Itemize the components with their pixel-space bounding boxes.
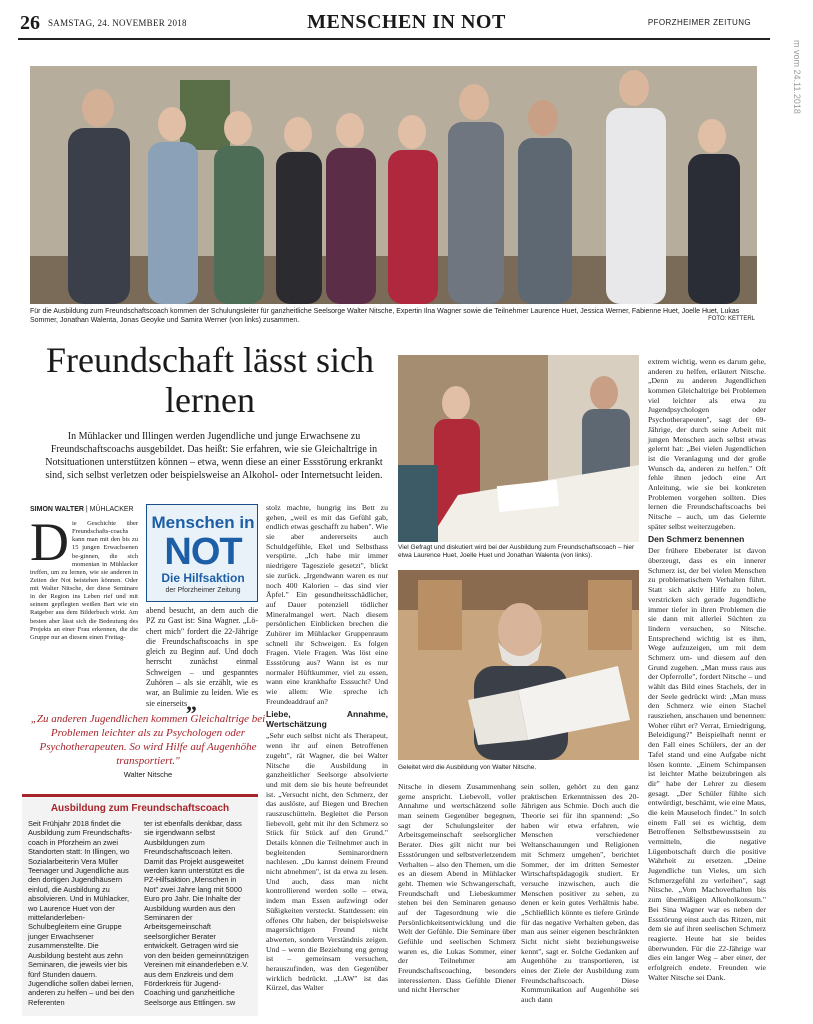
article-text: abend besucht, an dem auch die PZ zu Gast ist: Sina Wagner. „Lö-chert mich" fordert die 22-Jährige die Freundschaftscoachs in spe gleich zu Beginn auf. Und doch herrscht zunächst einmal Schweigen – und gespanntes Zuhören – als sie erzählt, wie es war, an Bulimie zu leiden. Wie es sie einerseits xyxy=(146,606,258,708)
article-column-1 xyxy=(30,512,138,644)
aid-campaign-logo xyxy=(146,504,258,602)
subheading: Liebe, Annahme, Wertschätzung xyxy=(266,709,388,730)
header-rule xyxy=(18,38,770,40)
article-column-6 xyxy=(648,357,766,984)
pull-quote: „Zu anderen Jugendlichen kommen Gleichaltrige bei Problemen leichter als zu Psychologen oder Psychotherapeuten. So wird Hilfe auf Augenhöhe transportiert." xyxy=(30,713,266,767)
drop-cap: D xyxy=(30,512,69,572)
issue-date: SAMSTAG, 24. NOVEMBER 2018 xyxy=(48,18,187,28)
photo-credit: FOTO: KETTERL xyxy=(708,316,755,322)
info-box-title: Ausbildung zum Freundschaftscoach xyxy=(50,803,230,814)
logo-line-4: der Pforzheimer Zeitung xyxy=(165,587,241,594)
quote-author: Walter Nitsche xyxy=(123,770,173,779)
logo-line-3: Die Hilfsaktion xyxy=(161,571,245,585)
info-box-column-2: ter ist ebenfalls denkbar, dass sie irgendwann selbst Ausbildungen zum Freundschaftscoach leiten. Damit das Projekt ausgeweitet werden kann unterstützt es die PZ-Hilfsaktion „Menschen in Not" zwei Jahre lang mit 5000 Euro pro Jahr. Die Inhalte der Ausbildung wurden aus den Seminaren der Arbeitsgemeinschaft seelsorglicher Berater entwickelt. Getragen wird sie von den beiden gemeinnützigen Vereinen mit einanderleben e.V. aus dem Enzkreis und dem Förderkreis für Jugend-Coaching und ganzheitliche Seelsorge aus Ettlingen. sw xyxy=(144,819,249,1007)
group-photo xyxy=(30,66,757,304)
quote-mark-icon: „ xyxy=(186,690,197,715)
group-photo-caption: Für die Ausbildung zum Freundschaftscoach kommen der Schulungsleiter für ganzheitliche Seelsorge Walter Nitsche, Expertin Ilna Wagner sowie die Teilnehmer Laurence Huet, Jessica Werner, Fabienne Huet, Joelle Huet, Lukas Sommer, Jonathan Walenta, Jonas Geoyke und Samira Werner (von links) zusammen. xyxy=(30,308,740,324)
discussion-photo xyxy=(398,355,639,542)
group-photo-illustration xyxy=(30,66,757,304)
archive-stamp: m vom 24.11.2018 xyxy=(792,40,802,114)
page-number: 26 xyxy=(20,12,40,34)
discussion-photo-illustration xyxy=(398,355,639,542)
article-text: sein sollen, gehört zu den ganz praktischen Erkenntnissen des 20-Jährigen aus Schmie. Doch auch die Theorie sei für ihn spannend: „So haben wir etwa erfahren, wie Menschen verschiedener Weltanschauungen und Religionen mit Schmerz umgehen", berichtet Sommer, der im dritten Semester Wirtschaftspädagogik studiert. Er versuche inzwischen, auch die Menschen positiver zu sehen, zu denen er kein gutes Verhältnis habe. „Schließlich könnte es tiefere Gründe für das negative Verhalten geben, das man aus seiner eigenen beschränkten Sicht nicht sieht beziehungsweise kennt", sagt er. Solche Gedanken auf Augenhöhe zu transportieren, ist eines der Ziele der Ausbildung zum Freundschaftscoach. Diese Kommunikation auf Augenhöhe sei auch dann xyxy=(521,782,639,1005)
byline: SIMON WALTER | MÜHLACKER xyxy=(30,506,134,513)
newspaper-name: PFORZHEIMER ZEITUNG xyxy=(647,18,751,27)
subheading: Den Schmerz benennen xyxy=(648,534,745,545)
discussion-photo-caption: Viel Gefragt und diskutiert wird bei der Ausbildung zum Freundschaftscoach – hier etwa Laurence Huet, Joelle Huet und Jonathan Walenta (von links). xyxy=(398,544,635,559)
article-column-2 xyxy=(146,606,258,711)
section-title: MENSCHEN IN NOT xyxy=(307,11,506,33)
article-text: Der frühere Ebeberater ist davon überzeugt, dass es ein innerer Schmerz ist, der bei vielen Menschen zu problematischem Verhalten führt. Statt sich aktiv Hilfe zu holen, verstricken sich gerade Jugendliche immer tiefer in ihren Problemen die sie dann mit allerlei Süchten zu lindern versuchen, so Nitsche. Entsprechend wichtig ist es ihm, Wege aufzuzeigen, um mit dem Schmerz um- und diesem auf den Grund zugehen. „Man muss raus aus der Opferrolle", fordert Nitsche – und wählt das Bild eines Stachels, der in der Seele gedrückt wird: „Man muss den Schmerz wie einen Stachel rausziehen, anschauen und benennen: Woher rührt er? Verrat, Erniedrigung, Beleidigung?" Beispielhaft nennt er den Fall eines Schülers, der an der Tafel stand und eine Aufgabe nicht lösen konnte. „Einem Schimpansen ist leichter Mathe beizubringen als dir" habe der Lehrer zu diesem gesagt. „Der Schüler fühlte sich entwürdigt, beschämt, wie eine Maus, die kein Mauseloch findet." In solch einem Fall sei es wichtig, dem Betroffenen Selbstbewusstsein zu vermitteln, die negative Lügenbotschaft durch die positive Wahrheit zu ersetzen. „Deine Jugendliche tun Vieles, um sich Schmerzgefühl zu verleihen", sagt Nitsche. „Vom Machoverhalten bis zum übermäßigen Alkoholkonsum." Bei Sina Wagner war es neben der Essstörung einst auch das Ritzen, mit dem sie auf ihren seelischen Schmerz reagierte. Heute hat sie beides überwunden. Für die 22-Jährige war dies ein langer Weg – aber einer, der erfolgreich endete. Freunden wie Walter Nitsche sei Dank. xyxy=(648,546,766,982)
info-box-column-1: Seit Frühjahr 2018 findet die Ausbildung zum Freundschafts-coach in Pforzheim an zwei Standorten statt: In Illingen, wo Sozialarbeiterin Vera Müller Teenager und Jugendliche aus den dortigen Jugendhäusern einlud, die Ausbildung zu absolvieren. Und in Mühlacker, wo Laurence Huet von der mittelanderleben-Schulbegleitern eine Gruppe junger Erwachsener zusammenstellte. Die Ausbildung besteht aus zehn Seminaren, die jeweils vier bis fünf Stunden dauern. Jugendliche sollen dabei lernen, anderen zu helfen – und bei den Referenten xyxy=(28,819,135,1007)
article-text: „Sehr euch selbst nicht als Therapeut, wenn ihr auf einen Betroffenen zugeht", rät Wagner, die bei Walter Nitsche die Ausbildung in ganzheitlicher Seelsorge absolvierte und mit dem sie bis heute befreundet ist. „Versucht nicht, den Schmerz, der das auslöste, auf Biegen und Brechen rauszuschütteln. Begleitet die Person liebevoll, geht mit ihr den Schmerz so Stück für Stück auf den Grund." Details können die Teilnehmer auch in begleitenden Seminarordnern nachlesen. „Du kannst deinem Freund nicht abnehmen", ist da etwa zu lesen. Und auch, dass man nicht kontrollierend werden solle – etwa, indem man Essen aufzwingt oder Süßigkeiten versteckt. Stattdessen: ein offenes Ohr haben, der beispielsweise magersüchtigen Freund nicht abwerten, sondern Verständnis zeigen. Und – wenn die Beziehung eng genug ist – gemeinsam versuchen, herauszufinden, was den Gegenüber wirklich bedrückt. „LAW" ist das Kürzel, das Walter xyxy=(266,731,388,993)
instructor-photo xyxy=(398,570,639,760)
article-column-4 xyxy=(398,782,516,997)
info-box xyxy=(22,794,258,1016)
instructor-photo-caption: Geleitet wird die Ausbildung von Walter Nitsche. xyxy=(398,764,537,771)
logo-line-2: NOT xyxy=(164,531,242,573)
article-column-3 xyxy=(266,503,388,995)
byline-author: SIMON WALTER xyxy=(30,506,84,513)
byline-place: MÜHLACKER xyxy=(89,506,134,513)
logo-line-1: Menschen in xyxy=(151,513,255,532)
article-headline: Freundschaft lässt sich lernen xyxy=(46,340,374,420)
article-text: ie Geschichte über Freundschafts-coachs kann man mit den bis zu 15 jungen Erwachsenen be-ginnen, die sich momentan in Mühlacker treffen, um zu lernen, wie sie anderen in Zeiten der Not beistehen können. Oder mit Walter Nitsche, der diese Seminare in der Region ins Leben rief und mit seinem gepflegten weißen Bart wie ein Ratgeber aus dem Bilderbuch wirkt. Am besten aber lässt sich die Bedeutung des Projekts an einer Frau erkennen, die die Gruppe nur an diesem einen Freitag- xyxy=(30,520,138,641)
article-text: Nitsche in diesem Zusammenhang gerne anspricht. Liebevoll, voller Annahme und wertschätzend solle man seinem Gegenüber begegnen, sagt der Schulungsleiter der Arbeitsgemeinschaft seelsorglicher Berater. Dies gilt nicht nur bei Essstörungen und selbstverletzendem Verhalten – also den Themen, um die es an diesem Abend in Mühlacker geht. Themen wie Schwangerschaft, Freundschaft und Liebeskummer stehen bei den Seminaren genauso auf der Tagesordnung wie die Persönlichkeitsentwicklung und die Welt der Gefühle. Die Seminare über Gefühle und seelischen Schmerz waren es, die Lukas Sommer, einer der Teilnehmer am Freundschaftscoaching, besonders interessierten. Dass Gefühle Diener und nicht Herrscher xyxy=(398,782,516,995)
instructor-photo-illustration xyxy=(398,570,639,760)
article-text: extrem wichtig, wenn es darum gehe, anderen zu helfen, erläutert Nitsche. „Denn zu anderen Jugendlichen kommen Gleichaltrige bei Problemen viel leichter als etwa zu Jugendpsychologen oder Psychotherapeuten", sagt der 69-Jährige, der durch seine Arbeit mit jungen Menschen auch selbst etwas gelernt hat: „Bei vielen Jugendlichen ist die Veranlagung und der große Wunsch da, anderen zu helfen." Oft fehle ihnen jedoch eine Art Anleitung, wie sie bei konkreten Problemen vorgehen sollten. Dies lernen die Freundschaftscoachs bei Nitsche – auch, um das Gelernte später selbst weiterzugeben. xyxy=(648,357,766,531)
article-text: stolz machte, hungrig ins Bett zu gehen, „weil es mit das Gefühl gab, endlich etwas geschafft zu haben". Wie sie aber andererseits auch Schuldgefühle, Ekel und Selbsthass verspürte. „Ich habe mir immer niedrigere Tagesziele gesetzt", blickt sie zurück. „Irgendwann waren es nur noch 400 Kalorien – das sind vier Äpfel." Ein gesundheitsschädlicher, auf Dauer potenziell tödlicher Mineralmangel wert. Nach diesem persönlichen Einblicken brechen die Zuhörer im Mühlacker Gruppenraum schnell ihr Schweigen. Es folgen Fragen. Viele Fragen. Was löst eine Essstörung aus? Wann ist es nur normaler Hüftkummer, viel zu essen, wann eine krankhafte Esssucht? Und wie allem: Wie spreche ich Freundeaddrauf an? xyxy=(266,503,388,706)
article-column-5 xyxy=(521,782,639,1007)
article-subhead: In Mühlacker und Illingen werden Jugendliche und junge Erwachsene zu Freundschaftscoachs ausgebildet. Das heißt: Sie erfahren, wie sie Gleichaltrige in Notsituationen unterstützen können – etwa, wenn diese an einer Essstörung erkrankt sind, sich selbst verletzen oder beispielsweise an Alkohol- oder Internetsucht leiden. xyxy=(45,431,383,481)
